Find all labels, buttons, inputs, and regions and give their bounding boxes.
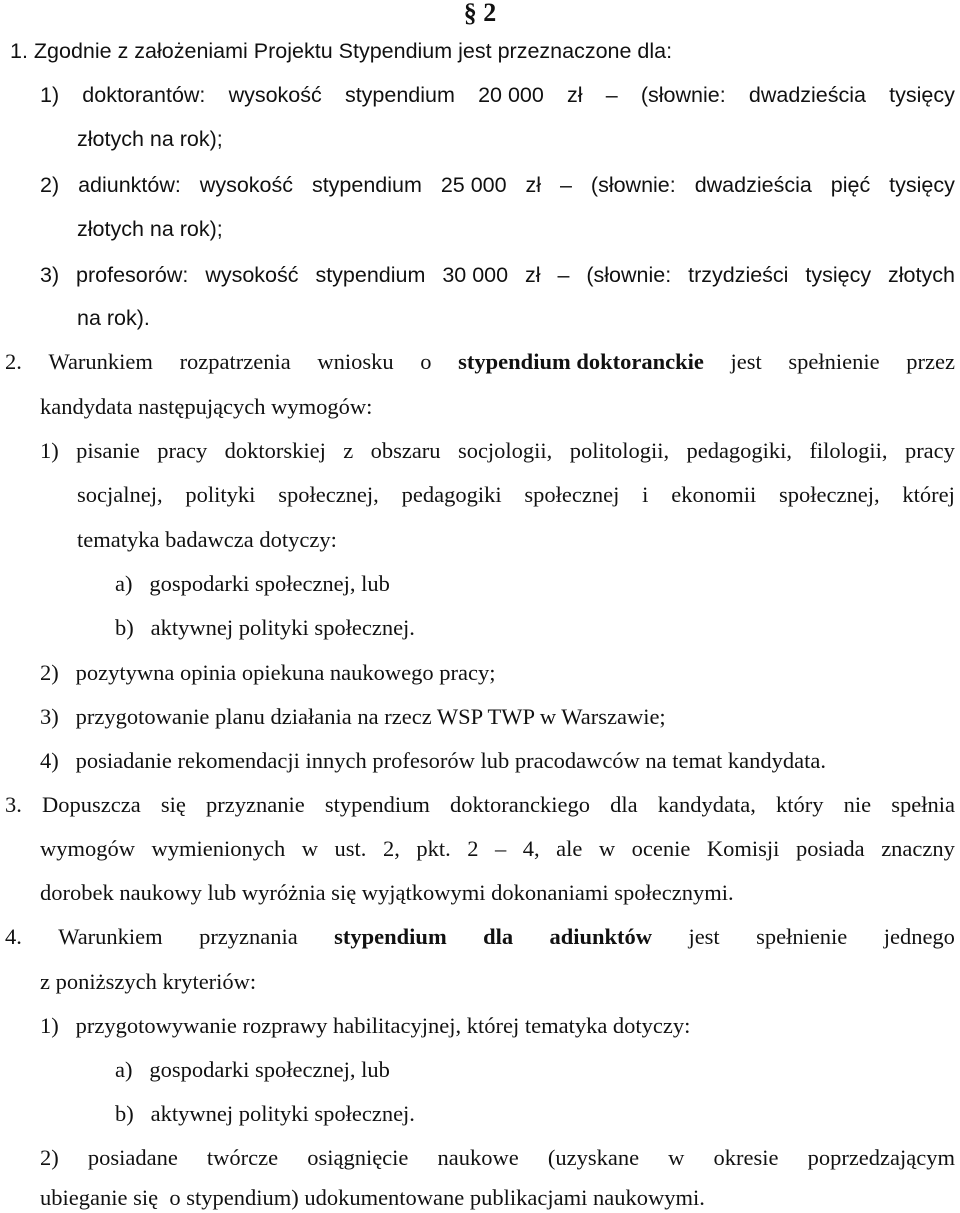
paragraph-4-cont: z poniższych kryteriów: — [40, 969, 257, 994]
paragraph-1-intro: 1. Zgodnie z założeniami Projektu Stypendium jest przeznaczone dla: — [10, 39, 673, 63]
paragraph-2-cont: kandydata następujących wymogów: — [40, 394, 373, 419]
requirement-4: 4) posiadanie rekomendacji innych profesorów lub pracodawców na temat kandydata. — [40, 748, 826, 773]
criterion-1-a: a) gospodarki społecznej, lub — [115, 1057, 390, 1082]
paragraph-3: 3. Dopuszcza się przyznanie stypendium doktoranckiego dla kandydata, który nie spełnia — [5, 792, 955, 817]
section-heading: § 2 — [463, 0, 497, 27]
item-profesorowie-cont: na rok). — [77, 306, 150, 330]
item-profesorowie: 3) profesorów: wysokość stypendium 30 000 zł – (słownie: trzydzieści tysięcy złotych — [40, 263, 955, 287]
requirement-1-cont: socjalnej, polityki społecznej, pedagogiki społecznej i ekonomii społecznej, której — [77, 482, 955, 507]
paragraph-3-cont: wymogów wymienionych w ust. 2, pkt. 2 – 4, ale w ocenie Komisji posiada znaczny — [40, 836, 955, 861]
requirement-1: 1) pisanie pracy doktorskiej z obszaru socjologii, politologii, pedagogiki, filologii, pracy — [40, 438, 955, 463]
requirement-1-b: b) aktywnej polityki społecznej. — [115, 615, 415, 640]
item-adiunkci-cont: złotych na rok); — [77, 217, 223, 241]
item-adiunkci: 2) adiunktów: wysokość stypendium 25 000 zł – (słownie: dwadzieścia pięć tysięcy — [40, 173, 955, 197]
item-doktoranci-cont: złotych na rok); — [77, 127, 223, 151]
requirement-1-a: a) gospodarki społecznej, lub — [115, 571, 390, 596]
criterion-1: 1) przygotowywanie rozprawy habilitacyjnej, której tematyka dotyczy: — [40, 1013, 691, 1038]
requirement-2: 2) pozytywna opinia opiekuna naukowego pracy; — [40, 660, 496, 685]
paragraph-2-intro: 2. Warunkiem rozpatrzenia wniosku o stypendium doktoranckie jest spełnienie przez — [5, 349, 955, 374]
paragraph-3-cont2: dorobek naukowy lub wyróżnia się wyjątkowymi dokonaniami społecznymi. — [40, 880, 734, 905]
requirement-1-cont2: tematyka badawcza dotyczy: — [77, 527, 337, 552]
paragraph-4: 4. Warunkiem przyznania stypendium dla adiunktów jest spełnienie jednego — [5, 924, 955, 949]
criterion-2-cont: ubieganie się o stypendium) udokumentowane publikacjami naukowymi. — [40, 1185, 705, 1210]
requirement-3: 3) przygotowanie planu działania na rzecz WSP TWP w Warszawie; — [40, 704, 666, 729]
criterion-1-b: b) aktywnej polityki społecznej. — [115, 1101, 415, 1126]
criterion-2: 2) posiadane twórcze osiągnięcie naukowe (uzyskane w okresie poprzedzającym — [40, 1145, 955, 1170]
item-doktoranci: 1) doktorantów: wysokość stypendium 20 000 zł – (słownie: dwadzieścia tysięcy — [40, 83, 955, 107]
